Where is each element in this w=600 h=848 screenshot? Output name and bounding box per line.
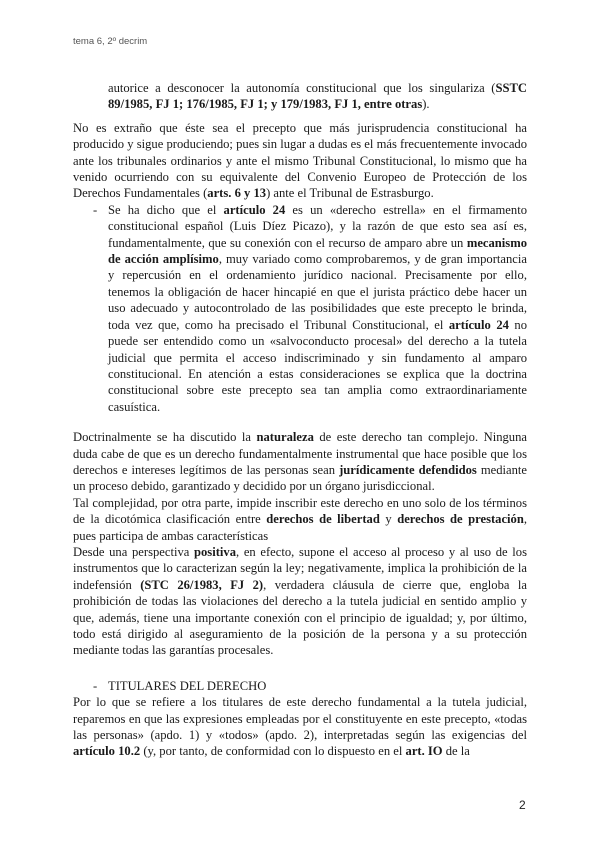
- text-run: es un «derecho estrella» en el firmamento constitucional español (Luis Díez Picazo), y la razón de que esto sea así es, fundamentalmente, que su conexión con el recurso de amparo abre un: [108, 202, 527, 250]
- text-run: , verdadera cláusula de cierre que, engloba la prohibición de todas las violaciones del derecho a la tutela judicial en sentido amplio y que, además, tiene una importante conexión con el principio de igualdad; y, por último, todo está dirigido al aseguramiento de la posición de la persona y a su protección mediante todas las garantías procesales.: [73, 577, 528, 658]
- paragraph-perspectiva: [73, 544, 527, 659]
- bold-text: artículo 24: [223, 202, 286, 217]
- text-run: Desde una perspectiva: [73, 544, 194, 559]
- text-run: Por lo que se refiere a los titulares de este derecho fundamental a la tutela judicial, reparemos en que las expresiones empleadas por el constituyente en este precepto, «todas las personas» (apdo. 1) y «todos» (apdo. 2), interpretadas según las exigencias del: [73, 695, 527, 743]
- page-number: 2: [519, 798, 526, 812]
- bold-text: derechos de prestación: [397, 512, 524, 527]
- bullet-dash: -: [93, 678, 98, 693]
- bold-text: naturaleza: [256, 430, 314, 445]
- text-run: (y, por tanto, de conformidad con lo dispuesto en el: [140, 744, 406, 759]
- bullet-dash: -: [93, 202, 98, 217]
- bold-text: (STC 26/1983, FJ 2): [140, 577, 264, 592]
- text-run: ) ante el Tribunal de Estrasburgo.: [266, 186, 434, 201]
- section-naturaleza: [73, 429, 527, 659]
- text-run: TITULARES DEL DERECHO: [108, 678, 267, 693]
- text-run: No es extraño que éste sea el precepto que más jurisprudencia constitucional ha producido y sigue produciendo; pues sin lugar a dudas es el más frecuentemente invocado ante los tribunales ordinarios y ante el mismo Tribunal Constitucional, lo mismo que ha venido ocurriendo con su equivalente del Convenio Europeo de Protección de los Derechos Fundamentales (: [73, 120, 527, 201]
- heading-titulares: [108, 678, 527, 694]
- text-run: Se ha dicho que el: [108, 202, 224, 217]
- paragraph-precepto-jurisprudencia: [73, 120, 527, 202]
- bold-text: jurídicamente defendidos: [339, 462, 477, 477]
- bold-text: arts. 6 y 13: [207, 186, 267, 201]
- text-run: de la: [442, 744, 470, 759]
- paragraph-naturaleza: [73, 429, 527, 495]
- text-run: no puede ser entendido como un «salvoconducto procesal» del derecho a la tutela judicial que permita el acceso indiscriminado y sin fundamento al amparo constitucional. En atención a estas consideraciones se explica que la doctrina constitucional sobre este precepto sea tan amplia como extraordinariamente casuística.: [108, 317, 527, 414]
- bullet-item-derecho-estrella: [73, 202, 527, 415]
- page-body: [73, 80, 527, 760]
- text-run: , muy variado como comprobaremos, y de gran importancia y repercusión en el ordenamiento jurídico nacional. Precisamente por ello, tenemos la obligación de hacer hincapié en que el jurista práctico debe hacer un uso adecuado y autocontrolado de las posibilidades que este precepto le brinda, toda vez que, como ha precisado el Tribunal Constitucional, el: [108, 252, 527, 332]
- bold-text: mecanismo de acción amplísimo: [108, 235, 527, 267]
- bold-text: artículo 10.2: [73, 744, 141, 759]
- bold-text: derechos de libertad: [266, 512, 380, 527]
- bold-text: positiva: [194, 544, 236, 559]
- text-run: Doctrinalmente se ha discutido la: [73, 430, 257, 445]
- text-run: Tal complejidad, por otra parte, impide inscribir este derecho en uno solo de los términos de la dicotómica clasificación entre: [73, 495, 527, 527]
- text-run: , en efecto, supone el acceso al proceso y al uso de los instrumentos que lo caracterizan según la ley; negativamente, implica la prohibición de la indefensión: [73, 544, 527, 592]
- paragraph-complejidad: [73, 495, 527, 544]
- bold-text: art. IO: [405, 744, 443, 759]
- bold-text: artículo 24: [448, 317, 509, 332]
- paragraph-titulares: [73, 694, 527, 760]
- text-run: y: [379, 512, 398, 527]
- bold-text: SSTC 89/1985, FJ 1; 176/1985, FJ 1; y 179/1983, FJ 1, entre otras: [108, 81, 527, 112]
- text-run: autorice a desconocer la autonomía constitucional que los singulariza (: [108, 81, 496, 95]
- text-run: mediante un proceso debido, garantizado y decidido por un órgano jurisdiccional.: [73, 462, 527, 494]
- bullet-item-titulares: [73, 678, 527, 694]
- text-run: , pues participa de ambas características: [73, 512, 528, 543]
- paragraph-cont-quote: [108, 80, 527, 113]
- paragraph-derecho-estrella: [108, 202, 527, 415]
- text-run: ).: [422, 97, 430, 112]
- text-run: de este derecho tan complejo. Ninguna duda cabe de que es un derecho fundamentalmente instrumental que hace posible que los derechos e intereses legítimos de las personas sean: [73, 430, 527, 477]
- running-header: tema 6, 2º decrim: [73, 36, 148, 47]
